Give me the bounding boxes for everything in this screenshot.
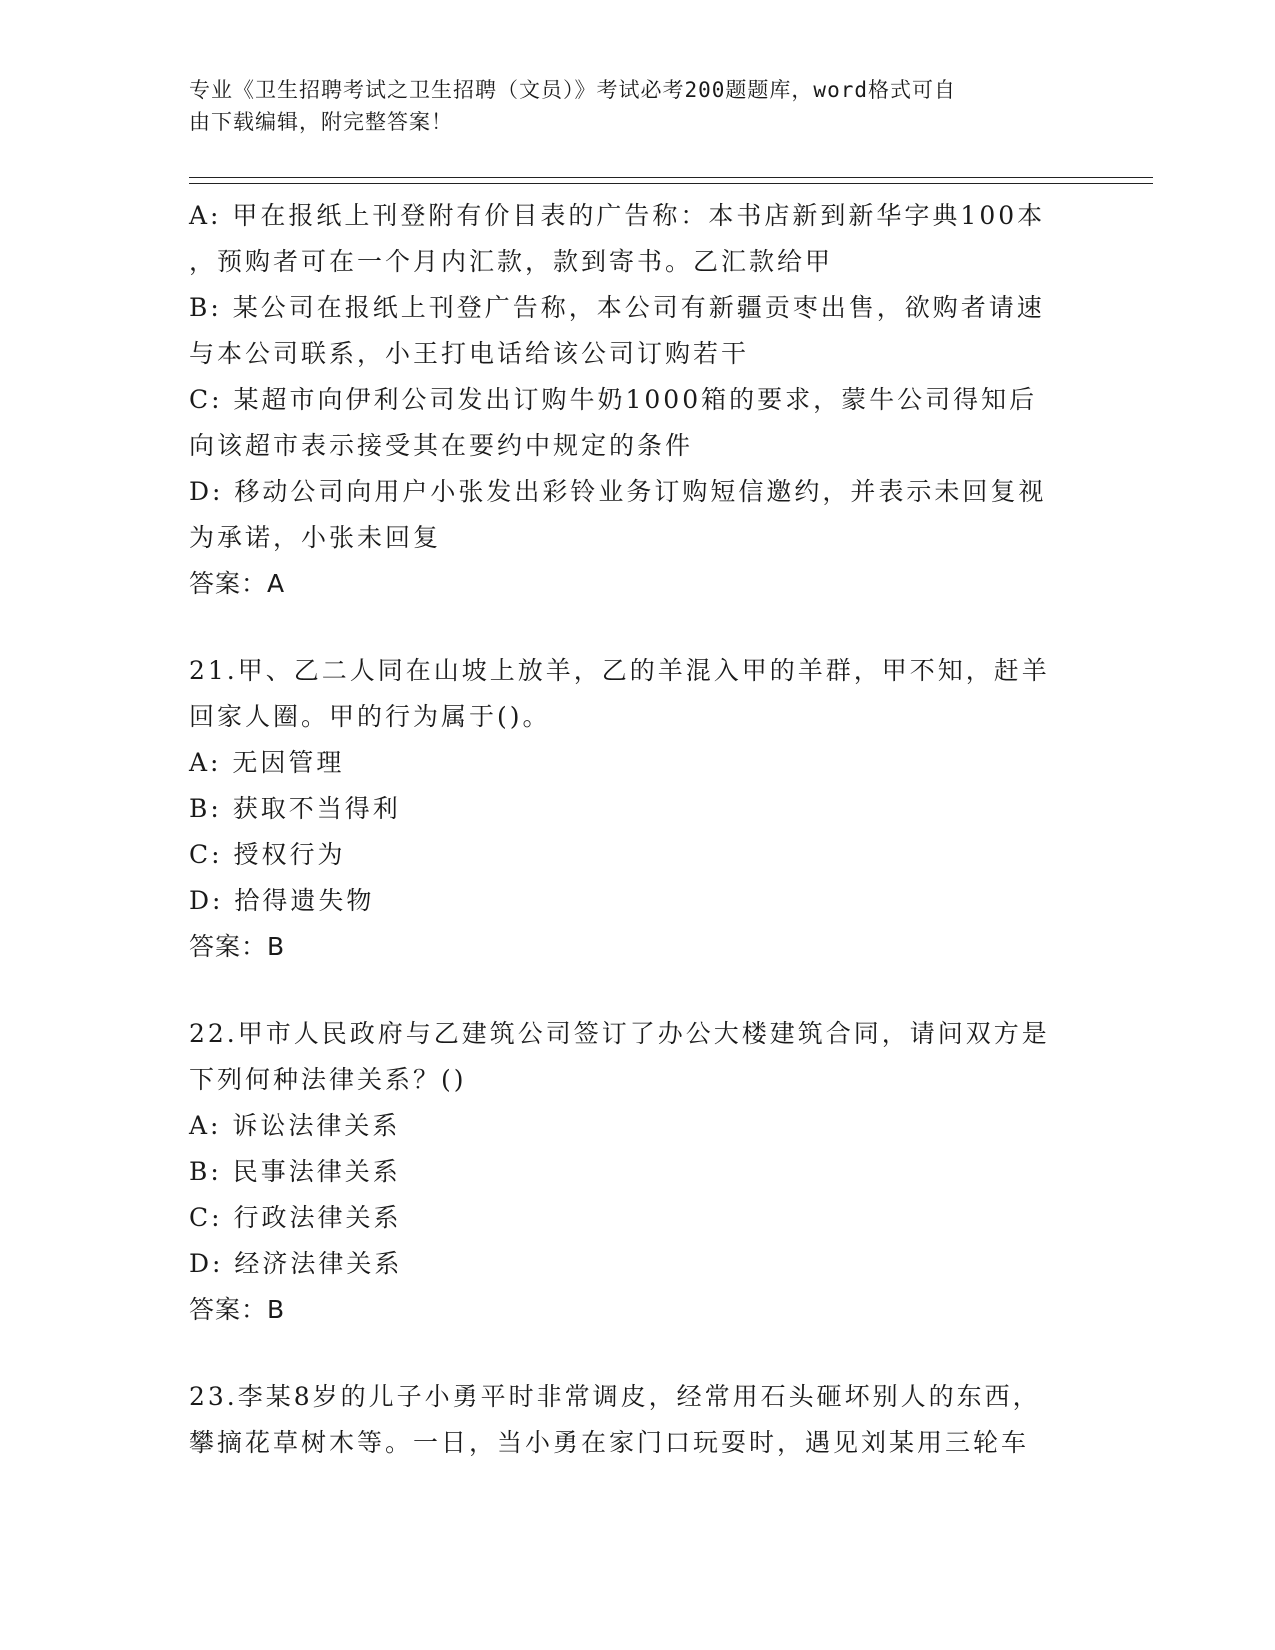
question-stem-line: 攀摘花草树木等。一日，当小勇在家门口玩耍时，遇见刘某用三轮车 (189, 1428, 1030, 1457)
option-b: B: 获取不当得利 (189, 794, 401, 823)
option-d: D: 经济法律关系 (189, 1249, 403, 1278)
option-c-line: C: 某超市向伊利公司发出订购牛奶1000箱的要求，蒙牛公司得知后 (189, 385, 1038, 414)
option-d-line: 为承诺，小张未回复 (189, 523, 442, 552)
question-spacer (189, 1333, 1069, 1374)
answer-line: 答案：A (189, 569, 286, 598)
answer-line: 答案：B (189, 1295, 286, 1324)
option-d-line: D: 移动公司向用户小张发出彩铃业务订购短信邀约，并表示未回复视 (189, 477, 1047, 506)
option-d: D: 拾得遗失物 (189, 886, 375, 915)
question-spacer (189, 970, 1069, 1011)
option-a-line: ，预购者可在一个月内汇款，款到寄书。乙汇款给甲 (189, 247, 834, 276)
option-c-line: 向该超市表示接受其在要约中规定的条件 (189, 431, 694, 460)
option-b-line: B: 某公司在报纸上刊登广告称，本公司有新疆贡枣出售，欲购者请速 (189, 293, 1045, 322)
option-a: A: 无因管理 (189, 748, 345, 777)
document-header (189, 74, 1089, 138)
option-c: C: 授权行为 (189, 840, 346, 869)
question-stem-line: 22.甲市人民政府与乙建筑公司签订了办公大楼建筑合同，请问双方是 (189, 1019, 1050, 1048)
question-stem-line: 回家人圈。甲的行为属于()。 (189, 702, 551, 731)
question-stem-line: 21.甲、乙二人同在山坡上放羊，乙的羊混入甲的羊群，甲不知，赶羊 (189, 656, 1050, 685)
option-b-line: 与本公司联系，小王打电话给该公司订购若干 (189, 339, 750, 368)
option-a-line: A: 甲在报纸上刊登附有价目表的广告称：本书店新到新华字典100本 (189, 201, 1046, 230)
question-23 (189, 1374, 1069, 1466)
question-22 (189, 1011, 1069, 1333)
question-content (189, 193, 1069, 1466)
option-a: A: 诉讼法律关系 (189, 1111, 401, 1140)
question-21 (189, 648, 1069, 970)
header-line: 由下载编辑，附完整答案！ (189, 110, 453, 134)
previous-question (189, 193, 1069, 607)
option-b: B: 民事法律关系 (189, 1157, 401, 1186)
header-divider (189, 183, 1153, 184)
option-c: C: 行政法律关系 (189, 1203, 402, 1232)
header-line: 专业《卫生招聘考试之卫生招聘（文员）》考试必考200题题库，word格式可自 (189, 78, 956, 102)
question-spacer (189, 607, 1069, 648)
answer-line: 答案：B (189, 932, 286, 961)
header-divider (189, 177, 1153, 178)
question-stem-line: 下列何种法律关系？() (189, 1065, 467, 1094)
question-stem-line: 23.李某8岁的儿子小勇平时非常调皮，经常用石头砸坏别人的东西， (189, 1382, 1041, 1411)
